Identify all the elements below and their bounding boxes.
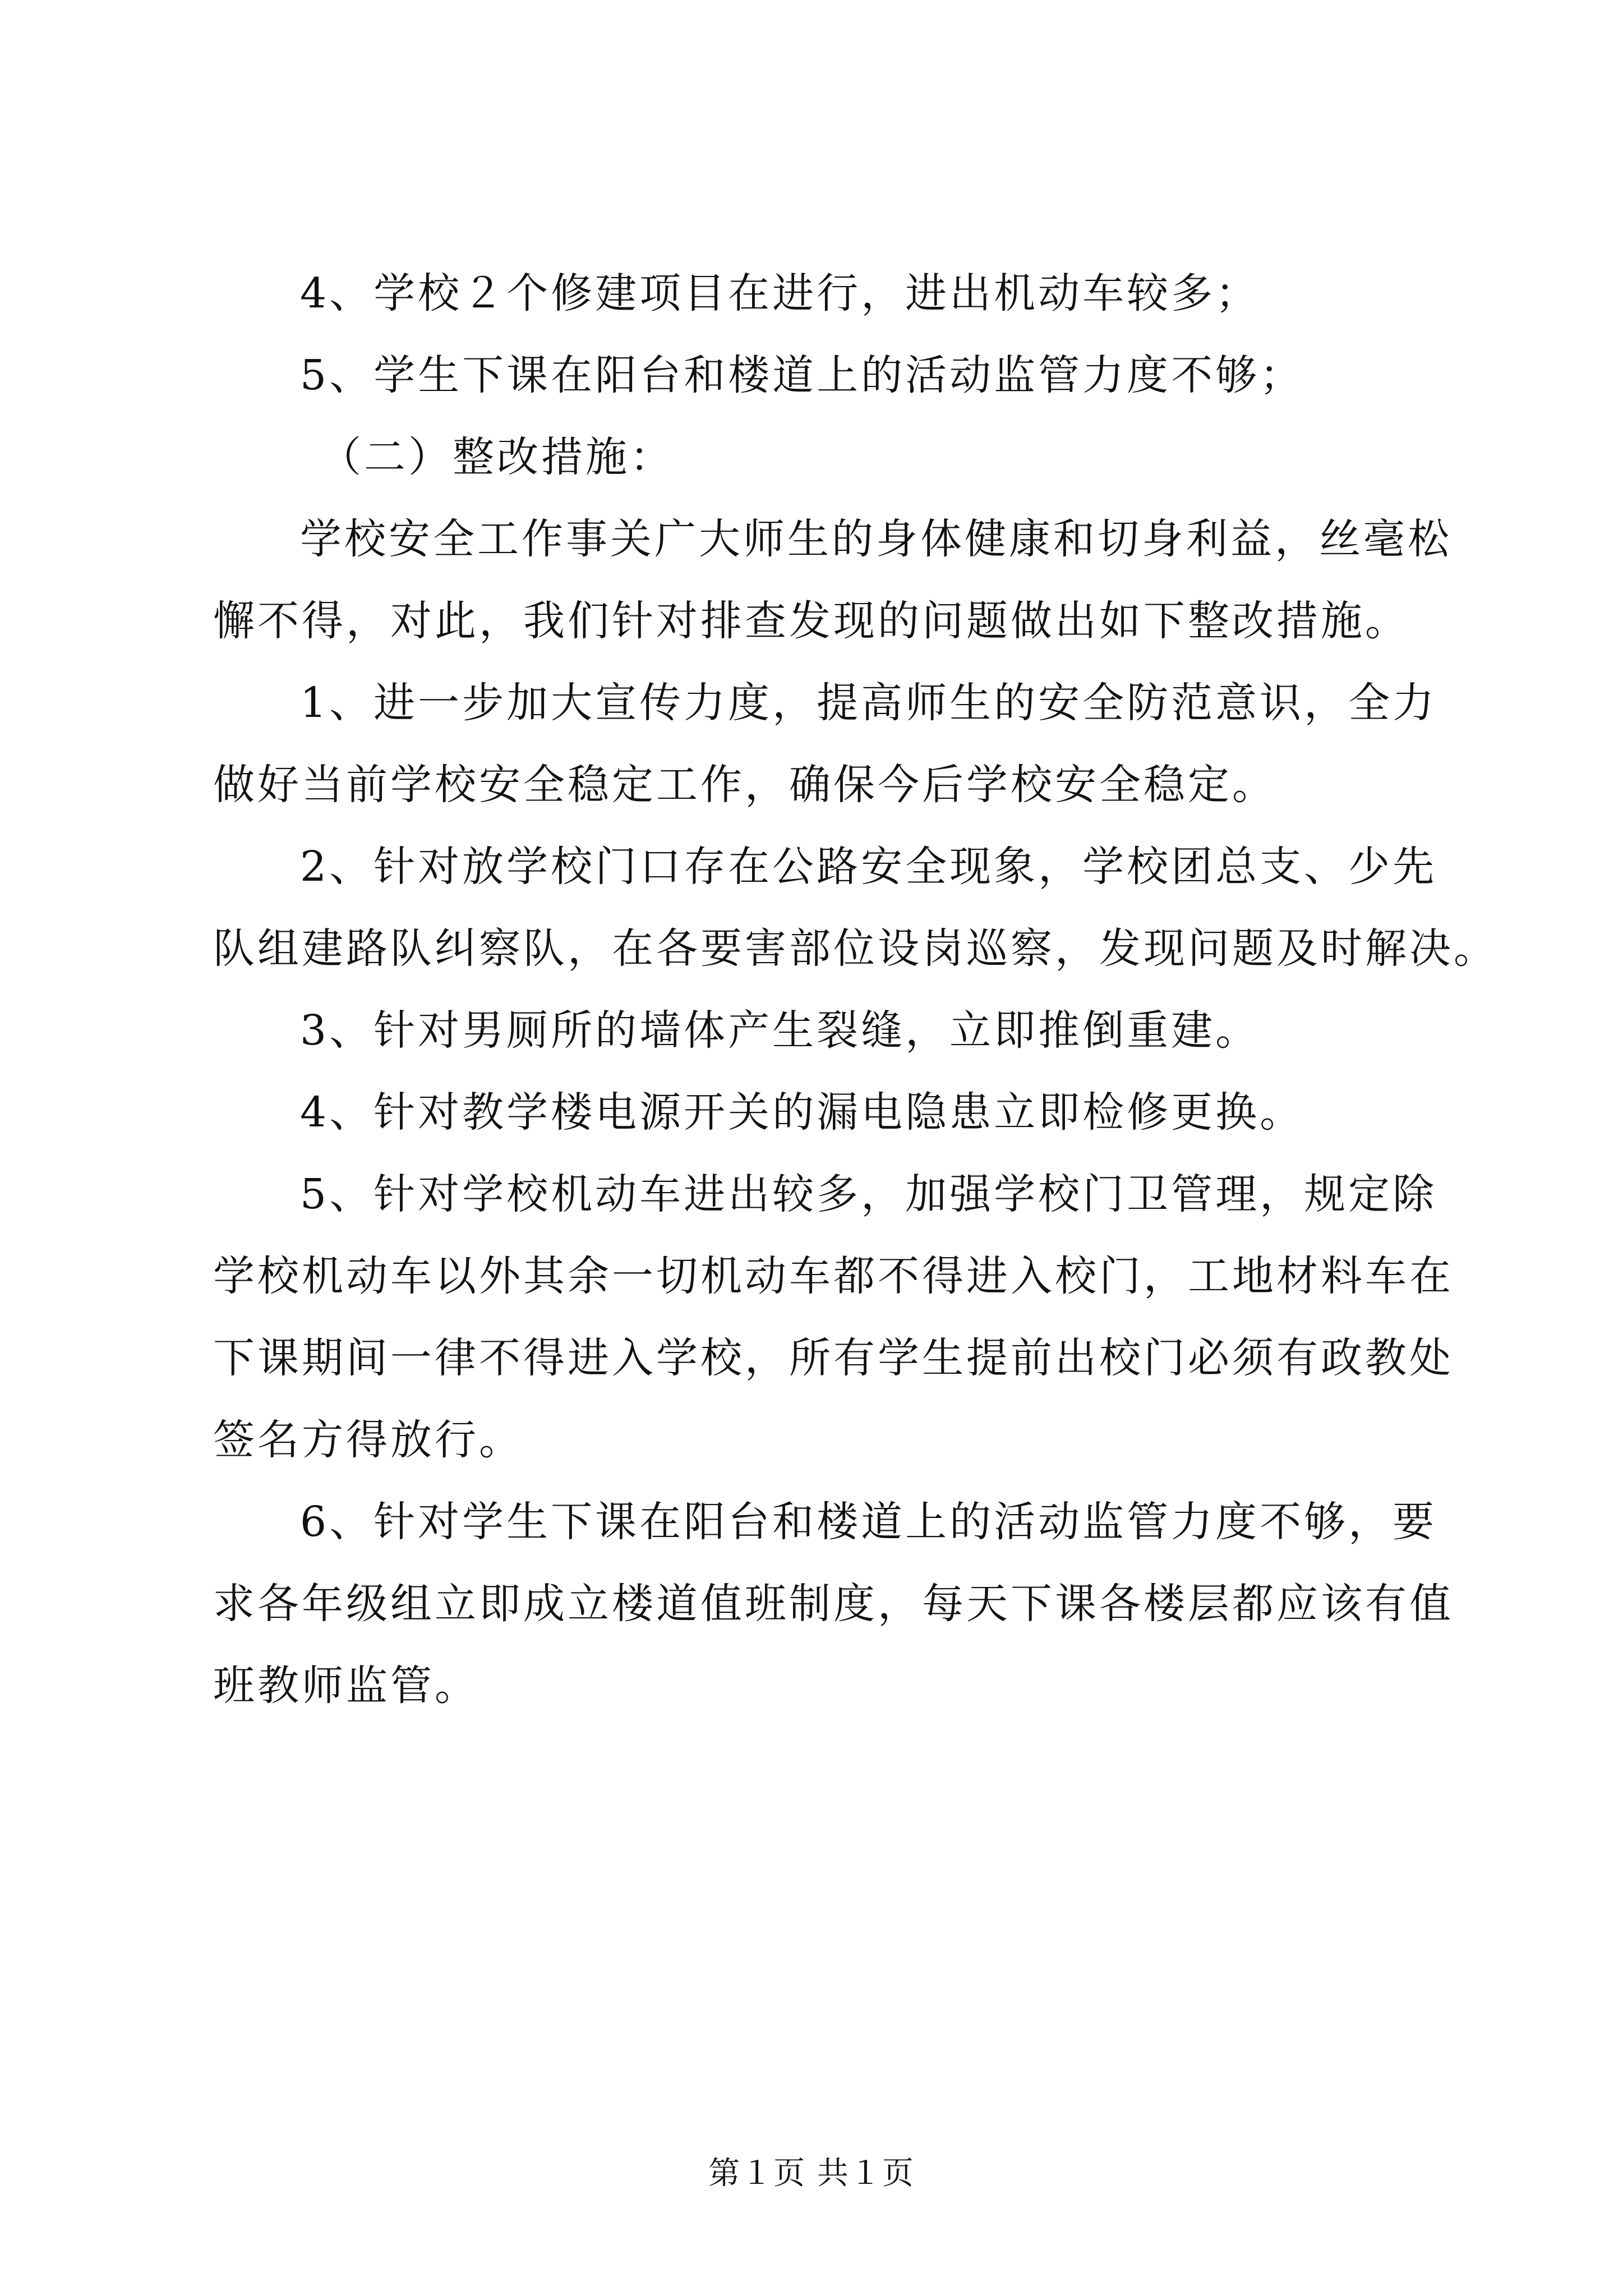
text-line: 5、学生下课在阳台和楼道上的活动监管力度不够； [300,351,1304,399]
text-line: 班教师监管。 [213,1662,479,1710]
text-line: 4、学校２个修建项目在进行，进出机动车较多； [300,269,1260,318]
text-line: 做好当前学校安全稳定工作，确保今后学校安全稳定。 [213,761,1276,809]
text-line: 求各年级组立即成立楼道值班制度，每天下课各楼层都应该有值 [213,1580,1454,1628]
text-line: 4、针对教学楼电源开关的漏电隐患立即检修更换。 [300,1088,1304,1137]
text-line: 5、针对学校机动车进出较多，加强学校门卫管理，规定除 [300,1170,1437,1218]
text-line: 签名方得放行。 [213,1416,523,1464]
text-line: 3、针对男厕所的墙体产生裂缝，立即推倒重建。 [300,1006,1260,1055]
text-line: 2、针对放学校门口存在公路安全现象，学校团总支、少先 [300,843,1437,891]
page-footer: 第１页 共１页 [708,2155,915,2192]
text-line: 学校安全工作事关广大师生的身体健康和切身利益，丝毫松 [300,515,1452,563]
text-line: 6、针对学生下课在阳台和楼道上的活动监管力度不够，要 [300,1498,1437,1546]
document-body [213,252,1498,1727]
text-line: 下课期间一律不得进入学校，所有学生提前出校门必须有政教处 [213,1334,1454,1382]
text-line: 1、进一步加大宣传力度，提高师生的安全防范意识，全力 [300,679,1437,727]
text-line: 懈不得，对此，我们针对排查发现的问题做出如下整改措施。 [213,597,1409,645]
text-line: 队组建路队纠察队，在各要害部位设岗巡察，发现问题及时解决。 [213,924,1498,973]
text-line: 学校机动车以外其余一切机动车都不得进入校门，工地材料车在 [213,1252,1454,1300]
section-heading: （二）整改措施： [320,433,674,481]
